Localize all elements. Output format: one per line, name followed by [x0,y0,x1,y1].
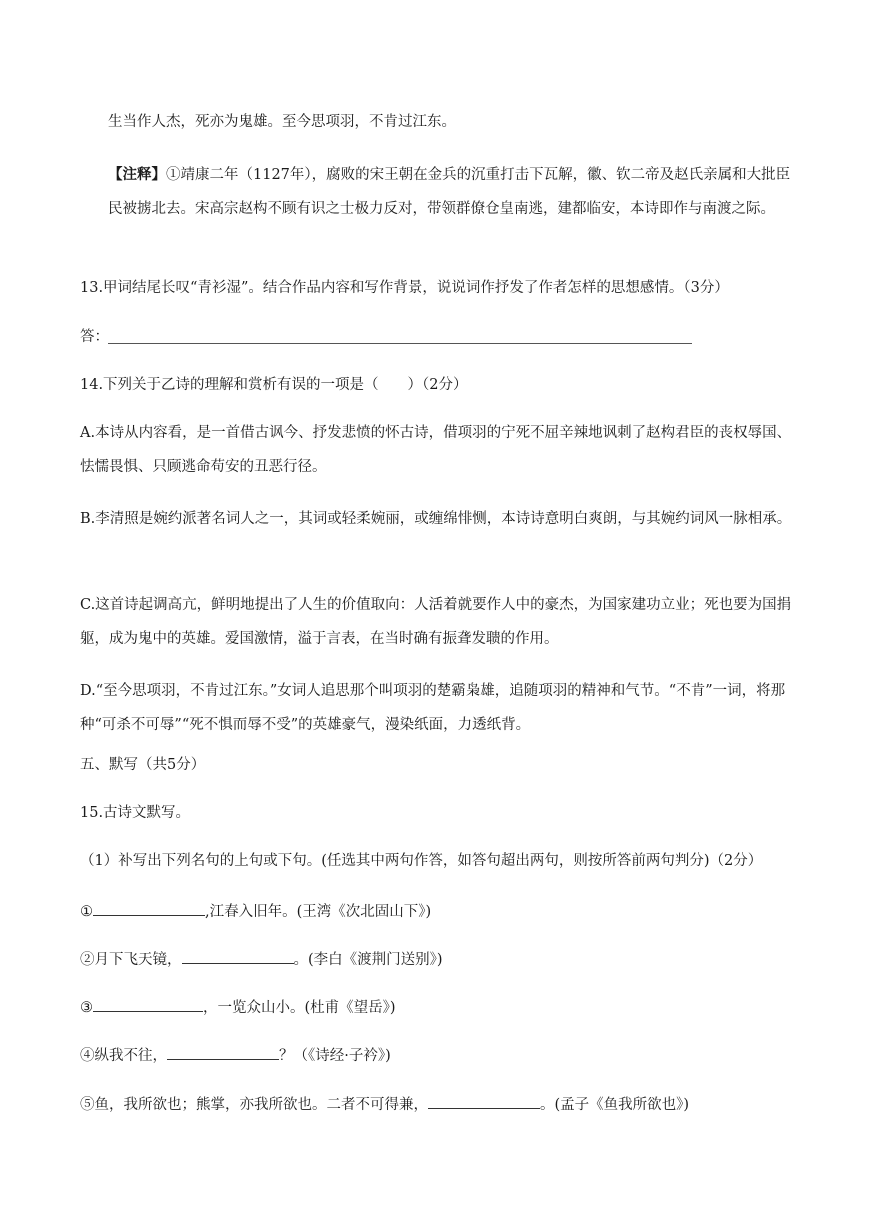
item-text: ，一览众山小。(杜甫《望岳》) [203,1000,396,1016]
fill-blank[interactable] [93,901,205,916]
item-number: ① [80,904,93,920]
item-text: ,江春入旧年。(王湾《次北固山下》) [205,904,432,920]
item-text: ？（《诗经·子衿》) [279,1048,391,1064]
fill-blank[interactable] [93,997,203,1012]
fill-blank[interactable] [182,949,294,964]
option-d: D.“至今思项羽，不肯过江东。”女词人追思那个叫项羽的楚霸枭雄，追随项羽的精神和气节。“不肯”一词，将那种“可杀不可辱”“死不惧而辱不受”的英雄豪气，漫染纸面，力透纸背。 [80,683,786,733]
fill-item-4 [80,1045,795,1066]
note-paragraph [108,158,798,226]
option-a: A.本诗从内容看，是一首借古讽今、抒发悲愤的怀古诗，借项羽的宁死不屈辛辣地讽刺了赵构君臣的丧权辱国、怯懦畏惧、只顾逃命苟安的丑恶行径。 [80,425,792,475]
item-text: 鱼，我所欲也；熊掌，亦我所欲也。二者不可得兼， [94,1097,428,1113]
question-14-stem: 14.下列关于乙诗的理解和赏析有误的一项是（ ）（2分） [80,377,468,393]
poem-line: 生当作人杰，死亦为鬼雄。至今思项羽，不肯过江东。 [108,114,456,130]
fill-item-5 [80,1094,795,1115]
answer-line[interactable] [108,343,692,344]
fill-item-2 [80,949,795,970]
question-15-stem: 15.古诗文默写。 [80,805,191,821]
item-text: 月下飞天镜， [94,952,182,968]
note-label: 【注释】 [108,166,166,183]
item-text: 。(孟子《鱼我所欲也》) [540,1097,690,1113]
section-5-heading: 五、默写（共5分） [80,757,206,773]
item-number: ④ [80,1048,95,1064]
fill-blank[interactable] [167,1045,279,1060]
item-text: 纵我不往， [94,1048,167,1064]
item-text: 。(李白《渡荆门送别》) [293,952,443,968]
option-b: B.李清照是婉约派著名词人之一，其词或轻柔婉丽，或缠绵悱恻，本诗诗意明白爽朗，与其婉约词风一脉相承。 [80,511,792,527]
fill-item-1 [80,901,795,922]
item-number: ③ [80,1000,93,1016]
item-number: ② [80,952,95,968]
fill-blank[interactable] [428,1094,540,1109]
note-text: ①靖康二年（1127年），腐败的宋王朝在金兵的沉重打击下瓦解，徽、钦二帝及赵氏亲属和大批臣民被掳北去。宋高宗赵构不顾有识之士极力反对，带领群僚仓皇南逃，建都临安，本诗即作与南渡之际。 [108,167,791,217]
question-15-sub1: （1）补写出下列名句的上句或下句。(任选其中两句作答，如答句超出两句，则按所答前两句判分)（2分） [80,853,763,869]
fill-item-3 [80,997,795,1018]
question-13-stem: 13.甲词结尾长叹“青衫湿”。结合作品内容和写作背景，说说词作抒发了作者怎样的思想感情。（3分） [80,280,729,296]
option-c: C.这首诗起调高亢，鲜明地提出了人生的价值取向：人活着就要作人中的豪杰，为国家建功立业；死也要为国捐躯，成为鬼中的英雄。爱国激情，溢于言表，在当时确有振聋发聩的作用。 [80,597,792,647]
question-13-answer-label: 答： [80,329,109,345]
item-number: ⑤ [80,1097,95,1113]
